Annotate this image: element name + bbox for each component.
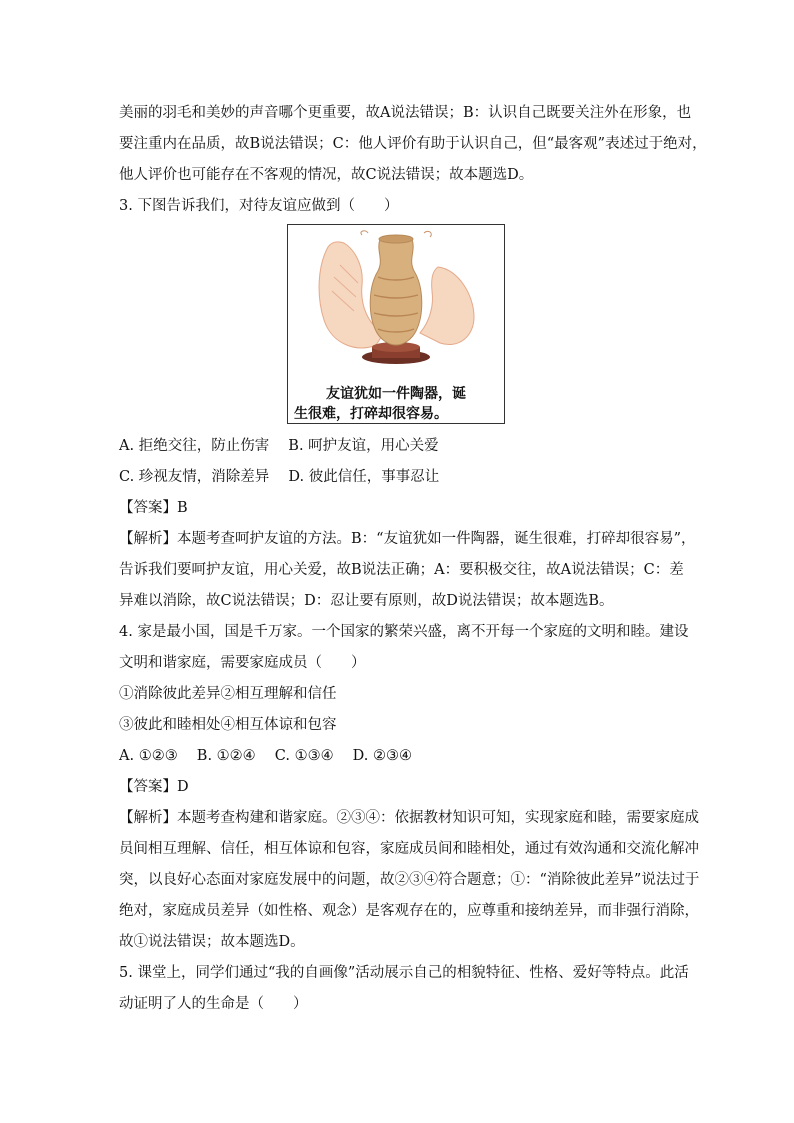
analysis-line: 突，以良好心态面对家庭发展中的问题，故②③④符合题意；①：“消除彼此差异”说法过于 <box>119 872 700 888</box>
analysis-line: 故①说法错误；故本题选D。 <box>119 934 305 950</box>
analysis-line: 【解析】本题考查呵护友谊的方法。B：“友谊犹如一件陶器，诞生很难，打碎却很容易”， <box>119 531 696 547</box>
question-5-stem: 动证明了人的生命是（ ） <box>119 996 308 1012</box>
analysis-line: 员间相互理解、信任，相互体谅和包容，家庭成员间和睦相处，通过有效沟通和交流化解冲 <box>119 841 699 857</box>
option-line: C. 珍视友情，消除差异 D. 彼此信任，事事忍让 <box>119 469 440 485</box>
text-line: 要注重内在品质，故B说法错误；C：他人评价有助于认识自己，但“最客观”表述过于绝对， <box>119 136 707 152</box>
question-4-stem: 4. 家是最小国，国是千万家。一个国家的繁荣兴盛，离不开每一个家庭的文明和睦。建设 <box>119 624 689 640</box>
option-line: A. ①②③ B. ①②④ C. ①③④ D. ②③④ <box>119 748 413 764</box>
text-line: 他人评价也可能存在不客观的情况，故C说法错误；故本题选D。 <box>119 167 534 183</box>
analysis-line: 【解析】本题考查构建和谐家庭。②③④：依据教材知识可知，实现家庭和睦，需要家庭成 <box>119 810 699 826</box>
option-line: A. 拒绝交往，防止伤害 B. 呵护友谊，用心关爱 <box>119 438 439 454</box>
analysis-line: 告诉我们要呵护友谊，用心关爱，故B说法正确；A：要积极交往，故A说法错误；C：差 <box>119 562 684 578</box>
figure-caption-line1: 友谊犹如一件陶器，诞 <box>326 386 466 402</box>
question-5-stem: 5. 课堂上，同学们通过“我的自画像”活动展示自己的相貌特征、性格、爱好等特点。此活 <box>119 965 689 981</box>
question-4-stem: 文明和谐家庭，需要家庭成员（ ） <box>119 655 366 671</box>
figure-caption-line2: 生很难，打碎却很容易。 <box>294 406 448 422</box>
statement-line: ③彼此和睦相处④相互体谅和包容 <box>119 717 337 733</box>
question-3-stem: 3. 下图告诉我们，对待友谊应做到（ ） <box>119 198 399 214</box>
analysis-line: 绝对，家庭成员差异（如性格、观念）是客观存在的，应尊重和接纳差异，而非强行消除， <box>119 903 699 919</box>
answer-line: 【答案】B <box>119 500 188 516</box>
statement-line: ①消除彼此差异②相互理解和信任 <box>119 686 337 702</box>
pottery-friendship-figure <box>287 224 505 424</box>
answer-line: 【答案】D <box>119 779 189 795</box>
analysis-line: 异难以消除，故C说法错误；D：忍让要有原则，故D说法错误；故本题选B。 <box>119 593 614 609</box>
text-line: 美丽的羽毛和美妙的声音哪个更重要，故A说法错误；B：认识自己既要关注外在形象，也 <box>119 105 692 121</box>
pottery-vase-illustration <box>288 225 504 375</box>
